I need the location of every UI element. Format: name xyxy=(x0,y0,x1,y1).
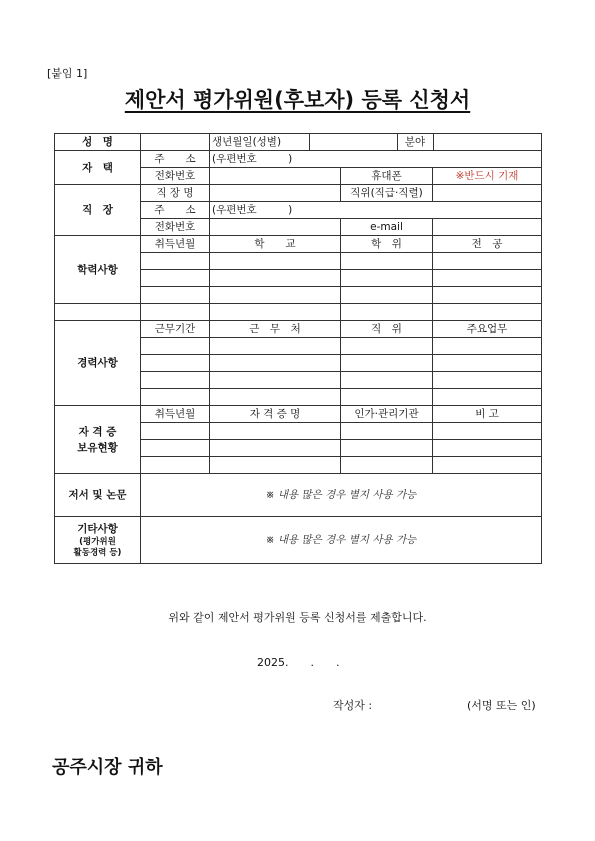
other-label: 기타사항 (평가위원 활동경력 등) xyxy=(55,517,141,564)
name-row xyxy=(55,134,542,151)
workplace-label: 직 장 명 xyxy=(141,185,210,202)
license-header-name: 자 격 증 명 xyxy=(210,406,341,423)
submission-date: 2025. . . xyxy=(257,656,340,669)
addressee: 공주시장 귀하 xyxy=(52,757,163,778)
sign-label: (서명 또는 인) xyxy=(467,699,536,712)
education-header-major: 전 공 xyxy=(433,236,542,253)
career-header-duty: 주요업무 xyxy=(433,321,542,338)
attachment-label: [붙임 1] xyxy=(47,67,88,80)
workplace-input[interactable] xyxy=(210,185,341,202)
papers-note[interactable]: ※ 내용 많은 경우 별지 사용 가능 xyxy=(141,474,542,517)
license-header-authority: 인가·관리기관 xyxy=(341,406,433,423)
home-postal-prefix: (우편번호 ) xyxy=(212,153,293,165)
work-phone-input[interactable] xyxy=(210,219,341,236)
email-input[interactable] xyxy=(433,219,542,236)
spacer-row xyxy=(55,304,542,321)
other-note[interactable]: ※ 내용 많은 경우 별지 사용 가능 xyxy=(141,517,542,564)
papers-label: 저서 및 논문 xyxy=(55,474,141,517)
field-label: 분야 xyxy=(397,134,433,150)
home-address-label: 주 소 xyxy=(141,151,210,168)
name-input[interactable] xyxy=(141,134,210,151)
career-label: 경력사항 xyxy=(55,321,141,406)
submission-statement: 위와 같이 제안서 평가위원 등록 신청서를 제출합니다. xyxy=(168,611,427,624)
work-phone-label: 전화번호 xyxy=(141,219,210,236)
email-label: e-mail xyxy=(341,219,433,236)
home-label: 자 택 xyxy=(55,151,141,185)
work-label: 직 장 xyxy=(55,185,141,236)
home-phone-input[interactable] xyxy=(210,168,341,185)
education-header-school: 학 교 xyxy=(210,236,341,253)
license-header-remarks: 비 고 xyxy=(433,406,542,423)
document-title: 제안서 평가위원(후보자) 등록 신청서 xyxy=(124,88,471,112)
birth-input[interactable] xyxy=(309,134,397,150)
mobile-label: 휴대폰 xyxy=(341,168,433,185)
work-address-label: 주 소 xyxy=(141,202,210,219)
license-label: 자 격 증 보유현황 xyxy=(55,406,141,474)
work-postal-prefix: (우편번호 ) xyxy=(212,204,293,216)
position-label: 직위(직급·직렬) xyxy=(341,185,433,202)
career-header-period: 근무기간 xyxy=(141,321,210,338)
career-header-position: 직 위 xyxy=(341,321,433,338)
name-label: 성 명 xyxy=(55,134,141,151)
education-header-date: 취득년월 xyxy=(141,236,210,253)
field-input[interactable] xyxy=(433,134,541,150)
career-header-workplace: 근 무 처 xyxy=(210,321,341,338)
education-label: 학력사항 xyxy=(55,236,141,304)
home-address-input[interactable] xyxy=(210,151,542,168)
position-input[interactable] xyxy=(433,185,542,202)
license-header-date: 취득년월 xyxy=(141,406,210,423)
registration-form xyxy=(54,133,542,564)
education-header-degree: 학 위 xyxy=(341,236,433,253)
writer-label: 작성자 : xyxy=(333,699,373,712)
home-phone-label: 전화번호 xyxy=(141,168,210,185)
mobile-note: ※반드시 기재 xyxy=(433,168,542,185)
work-address-input[interactable] xyxy=(210,202,542,219)
birth-label: 생년월일(성별) xyxy=(210,134,309,150)
